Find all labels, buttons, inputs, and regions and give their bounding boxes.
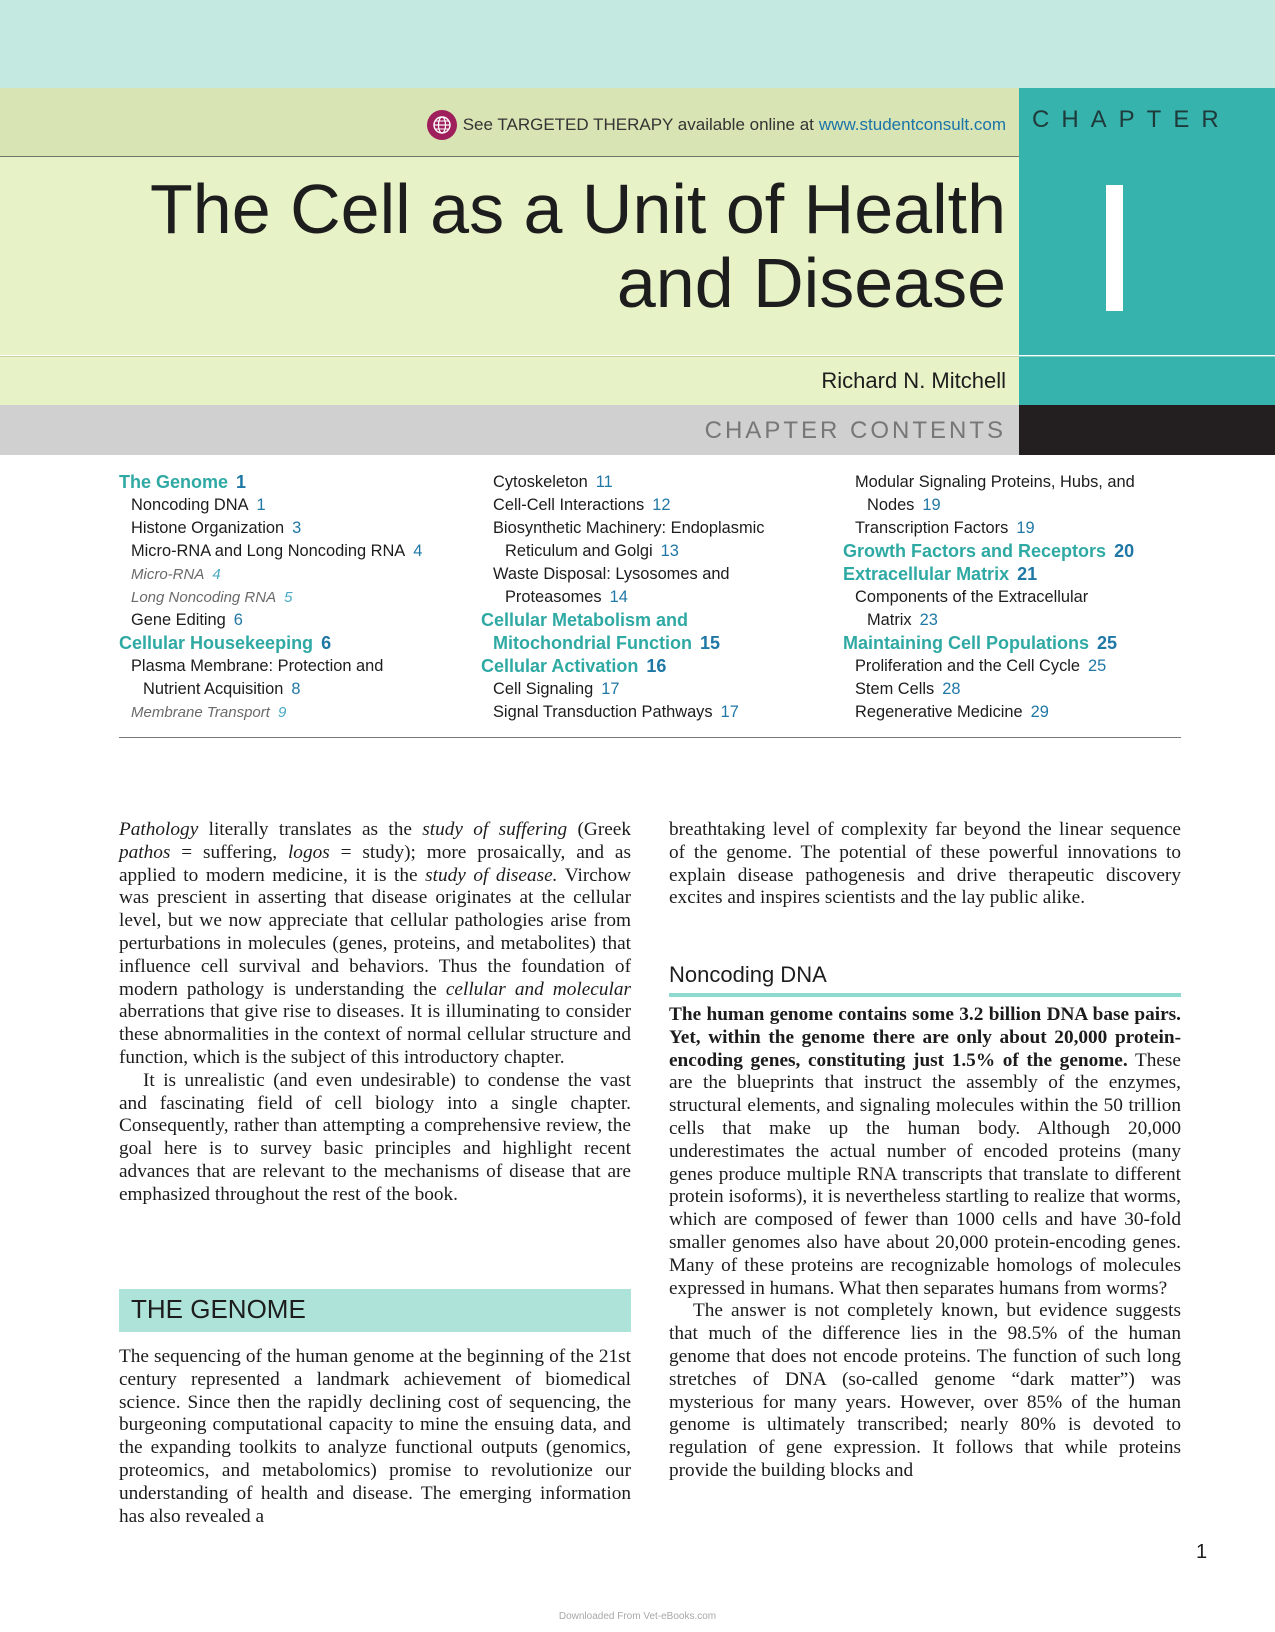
toc-page-number: 19 — [1016, 519, 1035, 537]
intro-italic: logos — [287, 841, 330, 863]
toc-entry[interactable] — [481, 540, 764, 563]
subsection-rule — [669, 993, 1181, 997]
toc-entry-label: Histone Organization — [131, 519, 285, 537]
toc-entry-label: Waste Disposal: Lysosomes and — [493, 565, 730, 583]
chapter-title-line2: and Disease — [616, 244, 1006, 322]
toc-entry-label: Extracellular Matrix — [843, 564, 1010, 584]
genome-paragraph-continued: breathtaking level of complexity far beyond the linear sequence of the genome. The potential of these powerful innovations to explain disease pathogenesis and drive therapeutic discovery excites and inspires scientists and the lay public alike. — [669, 819, 1181, 909]
toc-entry[interactable] — [119, 563, 422, 586]
toc-page-number: 1 — [256, 496, 266, 514]
toc-page-number: 20 — [1114, 541, 1135, 561]
toc-entry[interactable] — [843, 471, 1135, 494]
toc-entry-label: Proliferation and the Cell Cycle — [855, 657, 1081, 675]
toc-entry[interactable] — [119, 471, 422, 494]
toc-page-number: 25 — [1097, 633, 1118, 653]
intro-text-run: = suffering, — [170, 841, 288, 863]
toc-entry[interactable] — [481, 701, 764, 724]
toc-entry[interactable] — [481, 563, 764, 586]
toc-entry-label: Plasma Membrane: Protection and — [131, 657, 384, 675]
toc-entry[interactable] — [843, 678, 1135, 701]
toc-entry-label: Growth Factors and Receptors — [843, 541, 1107, 561]
toc-page-number: 28 — [942, 680, 961, 698]
toc-entry-label: Signal Transduction Pathways — [493, 703, 713, 721]
toc-entry[interactable] — [119, 655, 422, 678]
toc-entry-label: Transcription Factors — [855, 519, 1009, 537]
intro-paragraph-2: It is unrealistic (and even undesirable) to condense the vast and fascinating field of cell biology into a single chapter. Consequently, rather than attempting a comprehensive review, the goal here is to survey basic principles and highlight recent advances that are relevant to the mechanisms of disease that are emphasized throughout the rest of the book. — [119, 1069, 631, 1205]
chapter-label: CHAPTER — [1032, 106, 1231, 133]
chapter-number-glyph — [1106, 185, 1123, 311]
toc-page-number: 23 — [919, 611, 938, 629]
toc-entry-label: Gene Editing — [131, 611, 226, 629]
online-note-text: See TARGETED THERAPY available online at — [462, 115, 814, 134]
author-band-right — [1019, 356, 1275, 405]
chapter-number-band — [1019, 157, 1275, 355]
intro-text-run: aberrations that give rise to diseases. It is illuminating to consider these abnormalities in the context of normal cellular structure and function, which is the subject of this introductory chapter. — [119, 1001, 631, 1068]
toc-page-number: 6 — [233, 611, 243, 629]
toc-entry[interactable] — [119, 540, 422, 563]
noncoding-paragraph-2: The answer is not completely known, but evidence suggests that much of the difference lies in the 98.5% of the human genome that does not encode proteins. The function of such long stretches of DNA (so-called genome “dark matter”) was mysterious for many years. However, over 85% of the human genome is ultimately transcribed; nearly 80% is devoted to regulation of gene expression. It follows that while proteins provide the building blocks and — [669, 1300, 1181, 1481]
toc-entry-label: Reticulum and Golgi — [505, 542, 653, 560]
intro-italic: cellular and molecular — [445, 978, 631, 1000]
noncoding-text — [669, 1004, 1181, 1483]
contents-band-right — [1019, 405, 1275, 455]
toc-entry-label: Micro-RNA — [131, 566, 205, 583]
toc-column-2 — [481, 471, 764, 724]
toc-entry-label: The Genome — [119, 472, 229, 492]
toc-entry-label: Long Noncoding RNA — [131, 589, 277, 606]
toc-entry[interactable] — [843, 609, 1135, 632]
genome-text-continued — [669, 819, 1181, 910]
toc-entry[interactable] — [481, 471, 764, 494]
noncoding-paragraph-text: These are the blueprints that instruct the assembly of the enzymes, structural elements, and signaling molecules within the 50 trillion cells that make up the human body. Although 20,000 underestimates the actual number of encoded proteins (many genes produce multiple RNA transcripts that translate to different protein isoforms), it is nevertheless startling to realize that worms, which are composed of fewer than 1000 cells and have 30-fold smaller genomes also have about 20,000 protein-encoding genes. Many of these proteins are recognizable homologs of molecules expressed in humans. What then separates humans from worms? — [669, 1049, 1181, 1299]
intro-text-run: (Greek — [567, 819, 631, 840]
toc-entry[interactable] — [119, 494, 422, 517]
toc-entry-label: Regenerative Medicine — [855, 703, 1023, 721]
intro-text-run: literally translates as the — [198, 819, 423, 840]
toc-column-3 — [843, 471, 1135, 724]
toc-entry[interactable] — [481, 655, 764, 678]
toc-page-number: 29 — [1030, 703, 1049, 721]
intro-text-run: = study); more prosaically, and as applied to modern medicine, it is the — [119, 841, 631, 886]
toc-entry[interactable] — [843, 563, 1135, 586]
toc-column-1 — [119, 471, 422, 724]
genome-text — [119, 1346, 631, 1528]
toc-entry[interactable] — [119, 586, 422, 609]
section-heading-genome — [119, 1289, 631, 1332]
studentconsult-link[interactable]: www.studentconsult.com — [818, 115, 1006, 134]
toc-entry[interactable] — [119, 517, 422, 540]
toc-entry-label: Mitochondrial Function — [493, 633, 692, 653]
subsection-heading-noncoding-dna: Noncoding DNA — [669, 962, 827, 987]
toc-entry[interactable] — [119, 678, 422, 701]
toc-entry[interactable] — [481, 632, 764, 655]
toc-entry[interactable] — [843, 540, 1135, 563]
intro-text — [119, 819, 631, 1207]
toc-entry-label: Nutrient Acquisition — [143, 680, 284, 698]
toc-entry[interactable] — [843, 494, 1135, 517]
chapter-title — [150, 172, 1006, 320]
toc-entry[interactable] — [481, 678, 764, 701]
toc-entry-label: Components of the Extracellular — [855, 588, 1089, 606]
download-note: Downloaded From Vet-eBooks.com — [558, 1611, 717, 1622]
toc-entry[interactable] — [843, 517, 1135, 540]
toc-entry[interactable] — [481, 517, 764, 540]
toc-entry-label: Micro-RNA and Long Noncoding RNA — [131, 542, 406, 560]
contents-label: CHAPTER CONTENTS — [704, 417, 1006, 444]
toc-entry-label: Modular Signaling Proteins, Hubs, and — [855, 473, 1135, 491]
noncoding-key-statement: The human genome contains some 3.2 billion DNA base pairs. Yet, within the genome there are only about 20,000 protein-encoding genes, constituting just 1.5% of the genome. — [669, 1004, 1181, 1071]
intro-italic: Pathology — [119, 819, 199, 840]
toc-entry[interactable] — [481, 494, 764, 517]
toc-page-number: 12 — [652, 496, 671, 514]
toc-page-number: 11 — [595, 473, 613, 491]
toc-page-number: 1 — [236, 472, 247, 492]
chapter-title-line1: The Cell as a Unit of Health — [150, 170, 1006, 248]
top-band — [0, 0, 1275, 88]
toc-entry[interactable] — [119, 701, 422, 724]
toc-divider — [119, 737, 1181, 738]
toc-entry-label: Membrane Transport — [131, 704, 270, 721]
toc-entry-label: Cellular Activation — [481, 656, 639, 676]
toc-page-number: 4 — [413, 542, 423, 560]
toc-page-number: 8 — [291, 680, 301, 698]
noncoding-paragraph — [669, 1004, 1181, 1300]
toc-entry[interactable] — [481, 609, 764, 632]
intro-paragraph — [119, 819, 631, 1070]
toc-entry-label: Stem Cells — [855, 680, 935, 698]
toc-entry[interactable] — [843, 701, 1135, 724]
toc-entry-label: Biosynthetic Machinery: Endoplasmic — [493, 519, 765, 537]
page-number: 1 — [1196, 1541, 1208, 1563]
toc-entry[interactable] — [119, 632, 422, 655]
intro-italic: study of disease. — [425, 864, 558, 886]
author-name: Richard N. Mitchell — [821, 368, 1006, 393]
toc-page-number: 16 — [646, 656, 667, 676]
toc-entry-label: Noncoding DNA — [131, 496, 249, 514]
toc-entry-label: Cellular Housekeeping — [119, 633, 314, 653]
toc-page-number: 9 — [277, 704, 287, 721]
toc-page-number: 5 — [284, 589, 293, 606]
toc-entry[interactable] — [843, 655, 1135, 678]
toc-entry-label: Matrix — [867, 611, 912, 629]
intro-italic: study of suffering — [422, 819, 568, 840]
globe-icon — [427, 110, 457, 140]
intro-italic: pathos — [119, 841, 171, 863]
intro-text-run: Virchow was prescient in asserting that disease originates at the cellular level, but we now appreciate that cellular pathologies arise from perturbations in molecules (genes, proteins, and metabolites) that influence cell survival and behaviors. Thus the foundation of modern pathology is understanding the — [119, 864, 632, 1000]
toc-page-number: 17 — [720, 703, 739, 721]
toc-page-number: 6 — [321, 633, 332, 653]
toc-entry-label: Proteasomes — [505, 588, 602, 606]
toc-page-number: 14 — [609, 588, 628, 606]
toc-entry-label: Cell Signaling — [493, 680, 594, 698]
toc-page-number: 3 — [292, 519, 302, 537]
toc-entry[interactable] — [843, 586, 1135, 609]
toc-page-number: 4 — [212, 566, 221, 583]
toc-page-number: 21 — [1017, 564, 1038, 584]
genome-paragraph: The sequencing of the human genome at the beginning of the 21st century represented a landmark achievement of biomedical science. Since then the rapidly declining cost of sequencing, the burgeoning computational capacity to mine the ensuing data, and the expanding toolkits to analyze functional outputs (genomics, proteomics, and metabolomics) promise to revolutionize our understanding of health and disease. The emerging information has also revealed a — [119, 1346, 631, 1527]
toc-page-number: 15 — [699, 633, 721, 653]
toc-entry[interactable] — [481, 586, 764, 609]
toc-entry-label: Maintaining Cell Populations — [843, 633, 1090, 653]
online-note — [427, 110, 1006, 140]
toc-page-number: 17 — [601, 680, 620, 698]
toc-page-number: 19 — [922, 496, 941, 514]
toc-page-number: 25 — [1088, 657, 1107, 675]
toc-entry-label: Nodes — [867, 496, 915, 514]
toc-entry-label: Cellular Metabolism and — [481, 610, 689, 630]
toc-entry[interactable] — [119, 609, 422, 632]
toc-entry[interactable] — [843, 632, 1135, 655]
toc-entry-label: Cytoskeleton — [493, 473, 588, 491]
toc-entry-label: Cell-Cell Interactions — [493, 496, 645, 514]
section-heading-genome-text: THE GENOME — [131, 1294, 306, 1324]
toc-page-number: 13 — [660, 542, 679, 560]
